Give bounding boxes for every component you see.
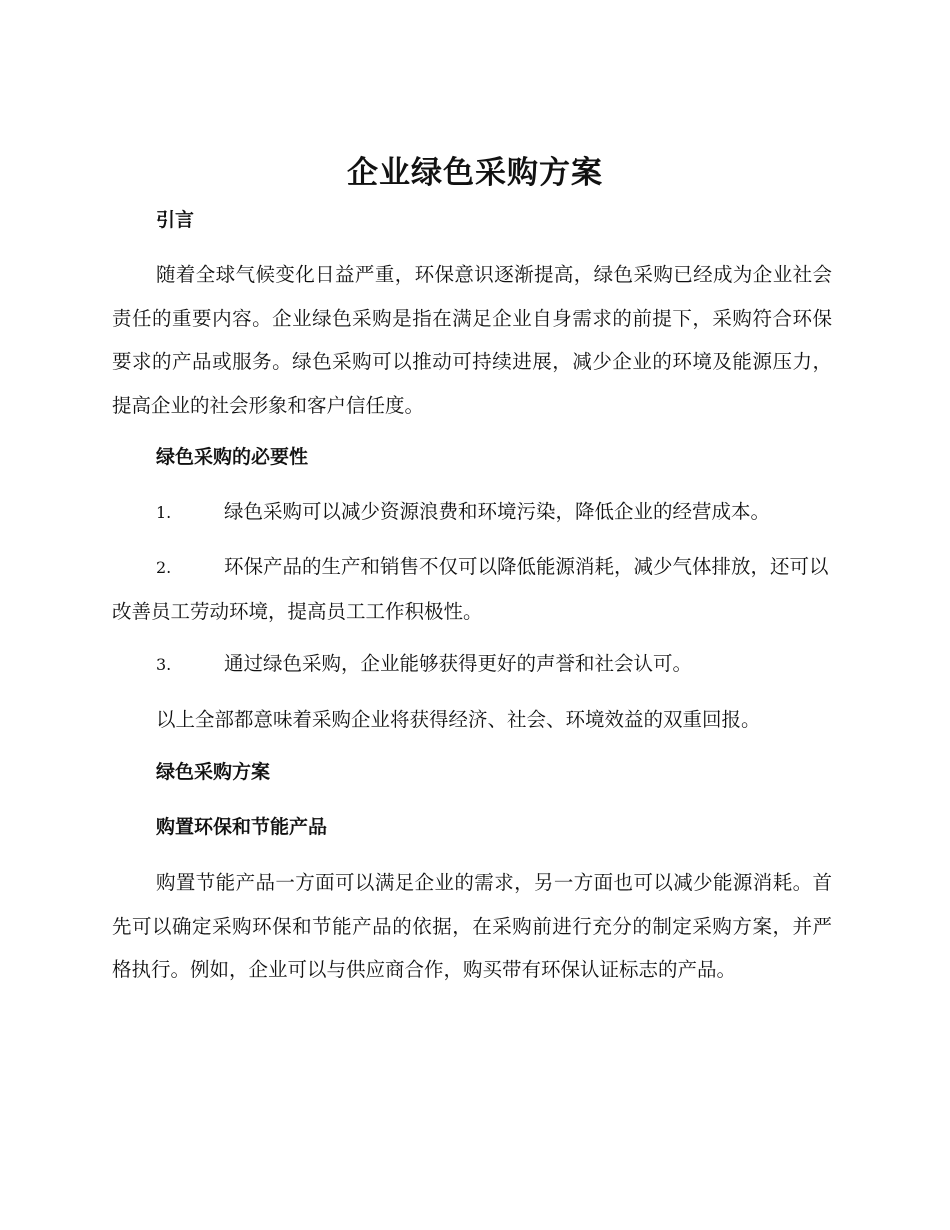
- heading-intro: 引言: [156, 209, 195, 231]
- heading-necessity: 绿色采购的必要性: [156, 446, 309, 468]
- purchase-paragraph: 购置节能产品一方面可以满足企业的需求，另一方面也可以减少能源消耗。首先可以确定采购环保和节能产品的依据，在采购前进行充分的制定采购方案，并严格执行。例如，企业可以与供应商合作，购买带有环保认证标志的产品。: [112, 871, 832, 981]
- list-item-text: 通过绿色采购，企业能够获得更好的声誉和社会认可。: [224, 652, 693, 675]
- document-title: 企业绿色采购方案: [347, 155, 603, 191]
- necessity-summary: 以上全部都意味着采购企业将获得经济、社会、环境效益的双重回报。: [156, 708, 761, 731]
- list-item-text: 绿色采购可以减少资源浪费和环境污染，降低企业的经营成本。: [224, 500, 771, 523]
- intro-paragraph: 随着全球气候变化日益严重，环保意识逐渐提高，绿色采购已经成为企业社会责任的重要内容。企业绿色采购是指在满足企业自身需求的前提下，采购符合环保要求的产品或服务。绿色采购可以推动可持续进展，减少企业的环境及能源压力，提高企业的社会形象和客户信任度。: [112, 263, 832, 417]
- heading-plan: 绿色采购方案: [156, 761, 271, 783]
- list-item-number: 1.: [156, 503, 172, 522]
- list-item-number: 3.: [156, 655, 172, 674]
- list-item-text: 环保产品的生产和销售不仅可以降低能源消耗，减少气体排放，还可以改善员工劳动环境，提高员工工作积极性。: [112, 555, 829, 623]
- list-item: [112, 642, 832, 687]
- list-item: [112, 490, 832, 535]
- list-item: [112, 545, 832, 633]
- list-item-number: 2.: [156, 558, 172, 577]
- heading-purchase: 购置环保和节能产品: [156, 816, 328, 838]
